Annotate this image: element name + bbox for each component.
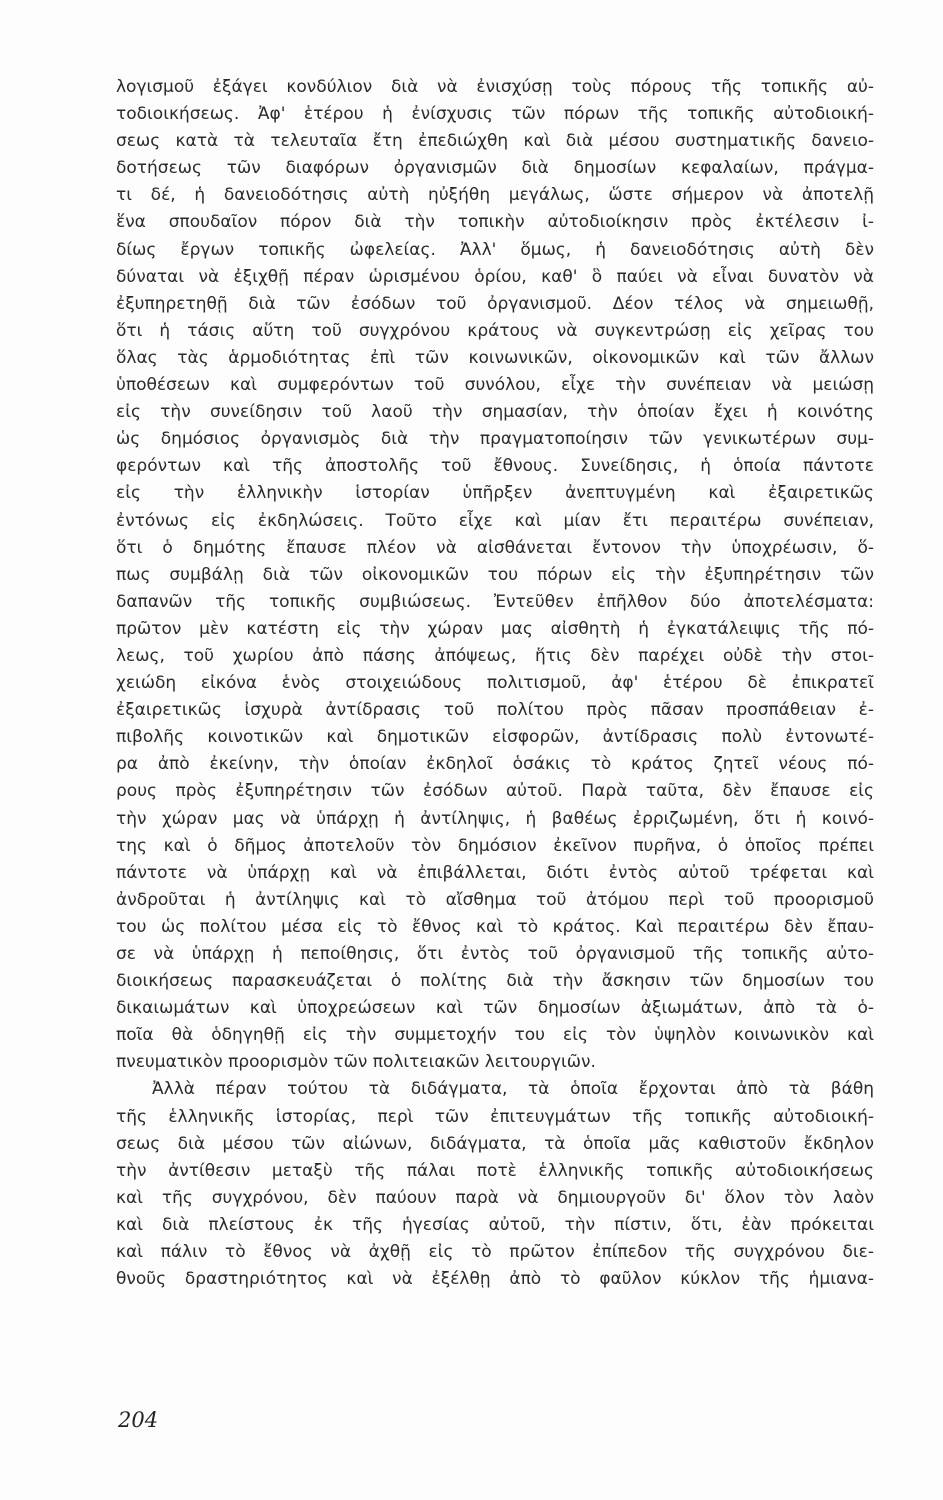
text-line: λεως, τοῦ χωρίου ἀπὸ πάσης ἀπόψεως, ἥτις δὲν παρέχει οὐδὲ τὴν στοι- <box>116 645 874 666</box>
paragraph-2 <box>116 1076 874 1293</box>
text-line: ὅτι ὁ δημότης ἔπαυσε πλέον νὰ αἰσθάνεται ἔντονον τὴν ὑποχρέωσιν, ὅ- <box>116 537 874 558</box>
text-line: ρα ἀπὸ ἐκείνην, τὴν ὁποίαν ἐκδηλοῖ ὁσάκις τὸ κράτος ζητεῖ νέους πό- <box>116 754 874 775</box>
text-line: εἰς τὴν συνείδησιν τοῦ λαοῦ τὴν σημασίαν, τὴν ὁποίαν ἔχει ἡ κοινότης <box>116 402 874 423</box>
text-line: πιβολῆς κοινοτικῶν καὶ δημοτικῶν εἰσφορῶν, ἀντίδρασις πολὺ ἐντονωτέ- <box>116 727 874 748</box>
text-line: τῆς ἑλληνικῆς ἱστορίας, περὶ τῶν ἐπιτευγμάτων τῆς τοπικῆς αὐτοδιοική- <box>116 1106 874 1127</box>
text-line: ρους πρὸς ἐξυπηρέτησιν τῶν ἐσόδων αὐτοῦ. Παρὰ ταῦτα, δὲν ἔπαυσε εἰς <box>116 781 874 802</box>
text-line: ὅλας τὰς ἁρμοδιότητας ἐπὶ τῶν κοινωνικῶν, οἰκονομικῶν καὶ τῶν ἄλλων <box>116 347 874 368</box>
text-line: ὅτι ἡ τάσις αὕτη τοῦ συγχρόνου κράτους νὰ συγκεντρώσῃ εἰς χεῖρας του <box>116 320 874 341</box>
text-line: δικαιωμάτων καὶ ὑποχρεώσεων καὶ τῶν δημοσίων ἀξιωμάτων, ἀπὸ τὰ ὁ- <box>116 998 874 1019</box>
page-number: 204 <box>118 1408 159 1432</box>
text-line: θνοῦς δραστηριότητος καὶ νὰ ἐξέλθῃ ἀπὸ τὸ φαῦλον κύκλον τῆς ἡμιανα- <box>116 1269 874 1290</box>
text-line: ἐξυπηρετηθῇ διὰ τῶν ἐσόδων τοῦ ὀργανισμοῦ. Δέον τέλος νὰ σημειωθῇ, <box>116 293 874 314</box>
text-line: σεως κατὰ τὰ τελευταῖα ἔτη ἐπεδιώχθη καὶ διὰ μέσου συστηματικῆς δανειο- <box>116 131 874 152</box>
text-line: δαπανῶν τῆς τοπικῆς συμβιώσεως. Ἐντεῦθεν ἐπῆλθον δύο ἀποτελέσματα: <box>116 591 874 612</box>
body-text <box>116 74 874 1293</box>
text-line: τοδιοικήσεως. Ἀφ' ἑτέρου ἡ ἐνίσχυσις τῶν πόρων τῆς τοπικῆς αὐτοδιοική- <box>116 104 874 125</box>
text-line: χειώδη εἰκόνα ἑνὸς στοιχειώδους πολιτισμοῦ, ἀφ' ἑτέρου δὲ ἐπικρατεῖ <box>116 673 874 694</box>
text-line: διοικήσεως παρασκευάζεται ὁ πολίτης διὰ τὴν ἄσκησιν τῶν δημοσίων του <box>116 971 874 992</box>
text-line: ποῖα θὰ ὁδηγηθῇ εἰς τὴν συμμετοχήν του εἰς τὸν ὑψηλὸν κοινωνικὸν καὶ <box>116 1025 874 1046</box>
text-line: σεως διὰ μέσου τῶν αἰώνων, διδάγματα, τὰ ὁποῖα μᾶς καθιστοῦν ἔκδηλον <box>116 1133 874 1154</box>
text-line: ὡς δημόσιος ὀργανισμὸς διὰ τὴν πραγματοποίησιν τῶν γενικωτέρων συμ- <box>116 429 874 450</box>
text-line: πρῶτον μὲν κατέστη εἰς τὴν χώραν μας αἰσθητὴ ἡ ἐγκατάλειψις τῆς πό- <box>116 618 874 639</box>
text-line: ἐντόνως εἰς ἐκδηλώσεις. Τοῦτο εἶχε καὶ μίαν ἔτι περαιτέρω συνέπειαν, <box>116 510 874 531</box>
text-line: ὑποθέσεων καὶ συμφερόντων τοῦ συνόλου, εἶχε τὴν συνέπειαν νὰ μειώσῃ <box>116 375 874 396</box>
text-line: της καὶ ὁ δῆμος ἀποτελοῦν τὸν δημόσιον ἐκεῖνον πυρῆνα, ὁ ὁποῖος πρέπει <box>116 835 874 856</box>
text-line: Ἀλλὰ πέραν τούτου τὰ διδάγματα, τὰ ὁποῖα ἔρχονται ἀπὸ τὰ βάθη <box>152 1079 874 1100</box>
text-line: ἐξαιρετικῶς ἰσχυρὰ ἀντίδρασις τοῦ πολίτου πρὸς πᾶσαν προσπάθειαν ἐ- <box>116 700 874 721</box>
text-line: ἀνδροῦται ἡ ἀντίληψις καὶ τὸ αἴσθημα τοῦ ἀτόμου περὶ τοῦ προορισμοῦ <box>116 889 874 910</box>
text-line: εἰς τὴν ἑλληνικὴν ἱστορίαν ὑπῆρξεν ἀνεπτυγμένη καὶ ἐξαιρετικῶς <box>116 483 874 504</box>
text-line: λογισμοῦ ἐξάγει κονδύλιον διὰ νὰ ἐνισχύσῃ τοὺς πόρους τῆς τοπικῆς αὐ- <box>116 77 874 97</box>
text-line: ἕνα σπουδαῖον πόρον διὰ τὴν τοπικὴν αὐτοδιοίκησιν πρὸς ἐκτέλεσιν ἰ- <box>116 212 874 233</box>
text-line: πνευματικὸν προορισμὸν τῶν πολιτειακῶν λειτουργιῶν. <box>116 1052 596 1073</box>
text-line: καὶ τῆς συγχρόνου, δὲν παύουν παρὰ νὰ δημιουργοῦν δι' ὅλον τὸν λαὸν <box>116 1187 874 1208</box>
text-line: τὴν ἀντίθεσιν μεταξὺ τῆς πάλαι ποτὲ ἑλληνικῆς τοπικῆς αὐτοδιοικήσεως <box>116 1160 874 1181</box>
paragraph-1 <box>116 74 874 1076</box>
text-line: δίως ἔργων τοπικῆς ὠφελείας. Ἀλλ' ὅμως, ἡ δανειοδότησις αὐτὴ δὲν <box>116 239 874 260</box>
text-line: τι δέ, ἡ δανειοδότησις αὐτὴ ηὐξήθη μεγάλως, ὥστε σήμερον νὰ ἀποτελῇ <box>116 185 874 206</box>
text-line: τὴν χώραν μας νὰ ὑπάρχῃ ἡ ἀντίληψις, ἡ βαθέως ἐρριζωμένη, ὅτι ἡ κοινό- <box>116 808 874 829</box>
text-line: πως συμβάλῃ διὰ τῶν οἰκονομικῶν του πόρων εἰς τὴν ἐξυπηρέτησιν τῶν <box>116 564 874 585</box>
text-line: καὶ διὰ πλείστους ἐκ τῆς ἡγεσίας αὐτοῦ, τὴν πίστιν, ὅτι, ἐὰν πρόκειται <box>116 1214 874 1235</box>
text-line: δύναται νὰ ἐξιχθῇ πέραν ὡρισμένου ὁρίου, καθ' ὃ παύει νὰ εἶναι δυνατὸν νὰ <box>116 266 874 287</box>
text-line: δοτήσεως τῶν διαφόρων ὀργανισμῶν διὰ δημοσίων κεφαλαίων, πράγμα- <box>116 158 874 179</box>
text-line: πάντοτε νὰ ὑπάρχῃ καὶ νὰ ἐπιβάλλεται, διότι ἐντὸς αὐτοῦ τρέφεται καὶ <box>116 862 874 883</box>
text-line: καὶ πάλιν τὸ ἔθνος νὰ ἀχθῇ εἰς τὸ πρῶτον ἐπίπεδον τῆς συγχρόνου διε- <box>116 1242 874 1263</box>
text-line: φερόντων καὶ τῆς ἀποστολῆς τοῦ ἔθνους. Συνείδησις, ἡ ὁποία πάντοτε <box>116 456 874 477</box>
text-line: σε νὰ ὑπάρχῃ ἡ πεποίθησις, ὅτι ἐντὸς τοῦ ὀργανισμοῦ τῆς τοπικῆς αὐτο- <box>116 944 874 964</box>
text-line: του ὡς πολίτου μέσα εἰς τὸ ἔθνος καὶ τὸ κράτος. Καὶ περαιτέρω δὲν ἔπαυ- <box>116 916 874 937</box>
